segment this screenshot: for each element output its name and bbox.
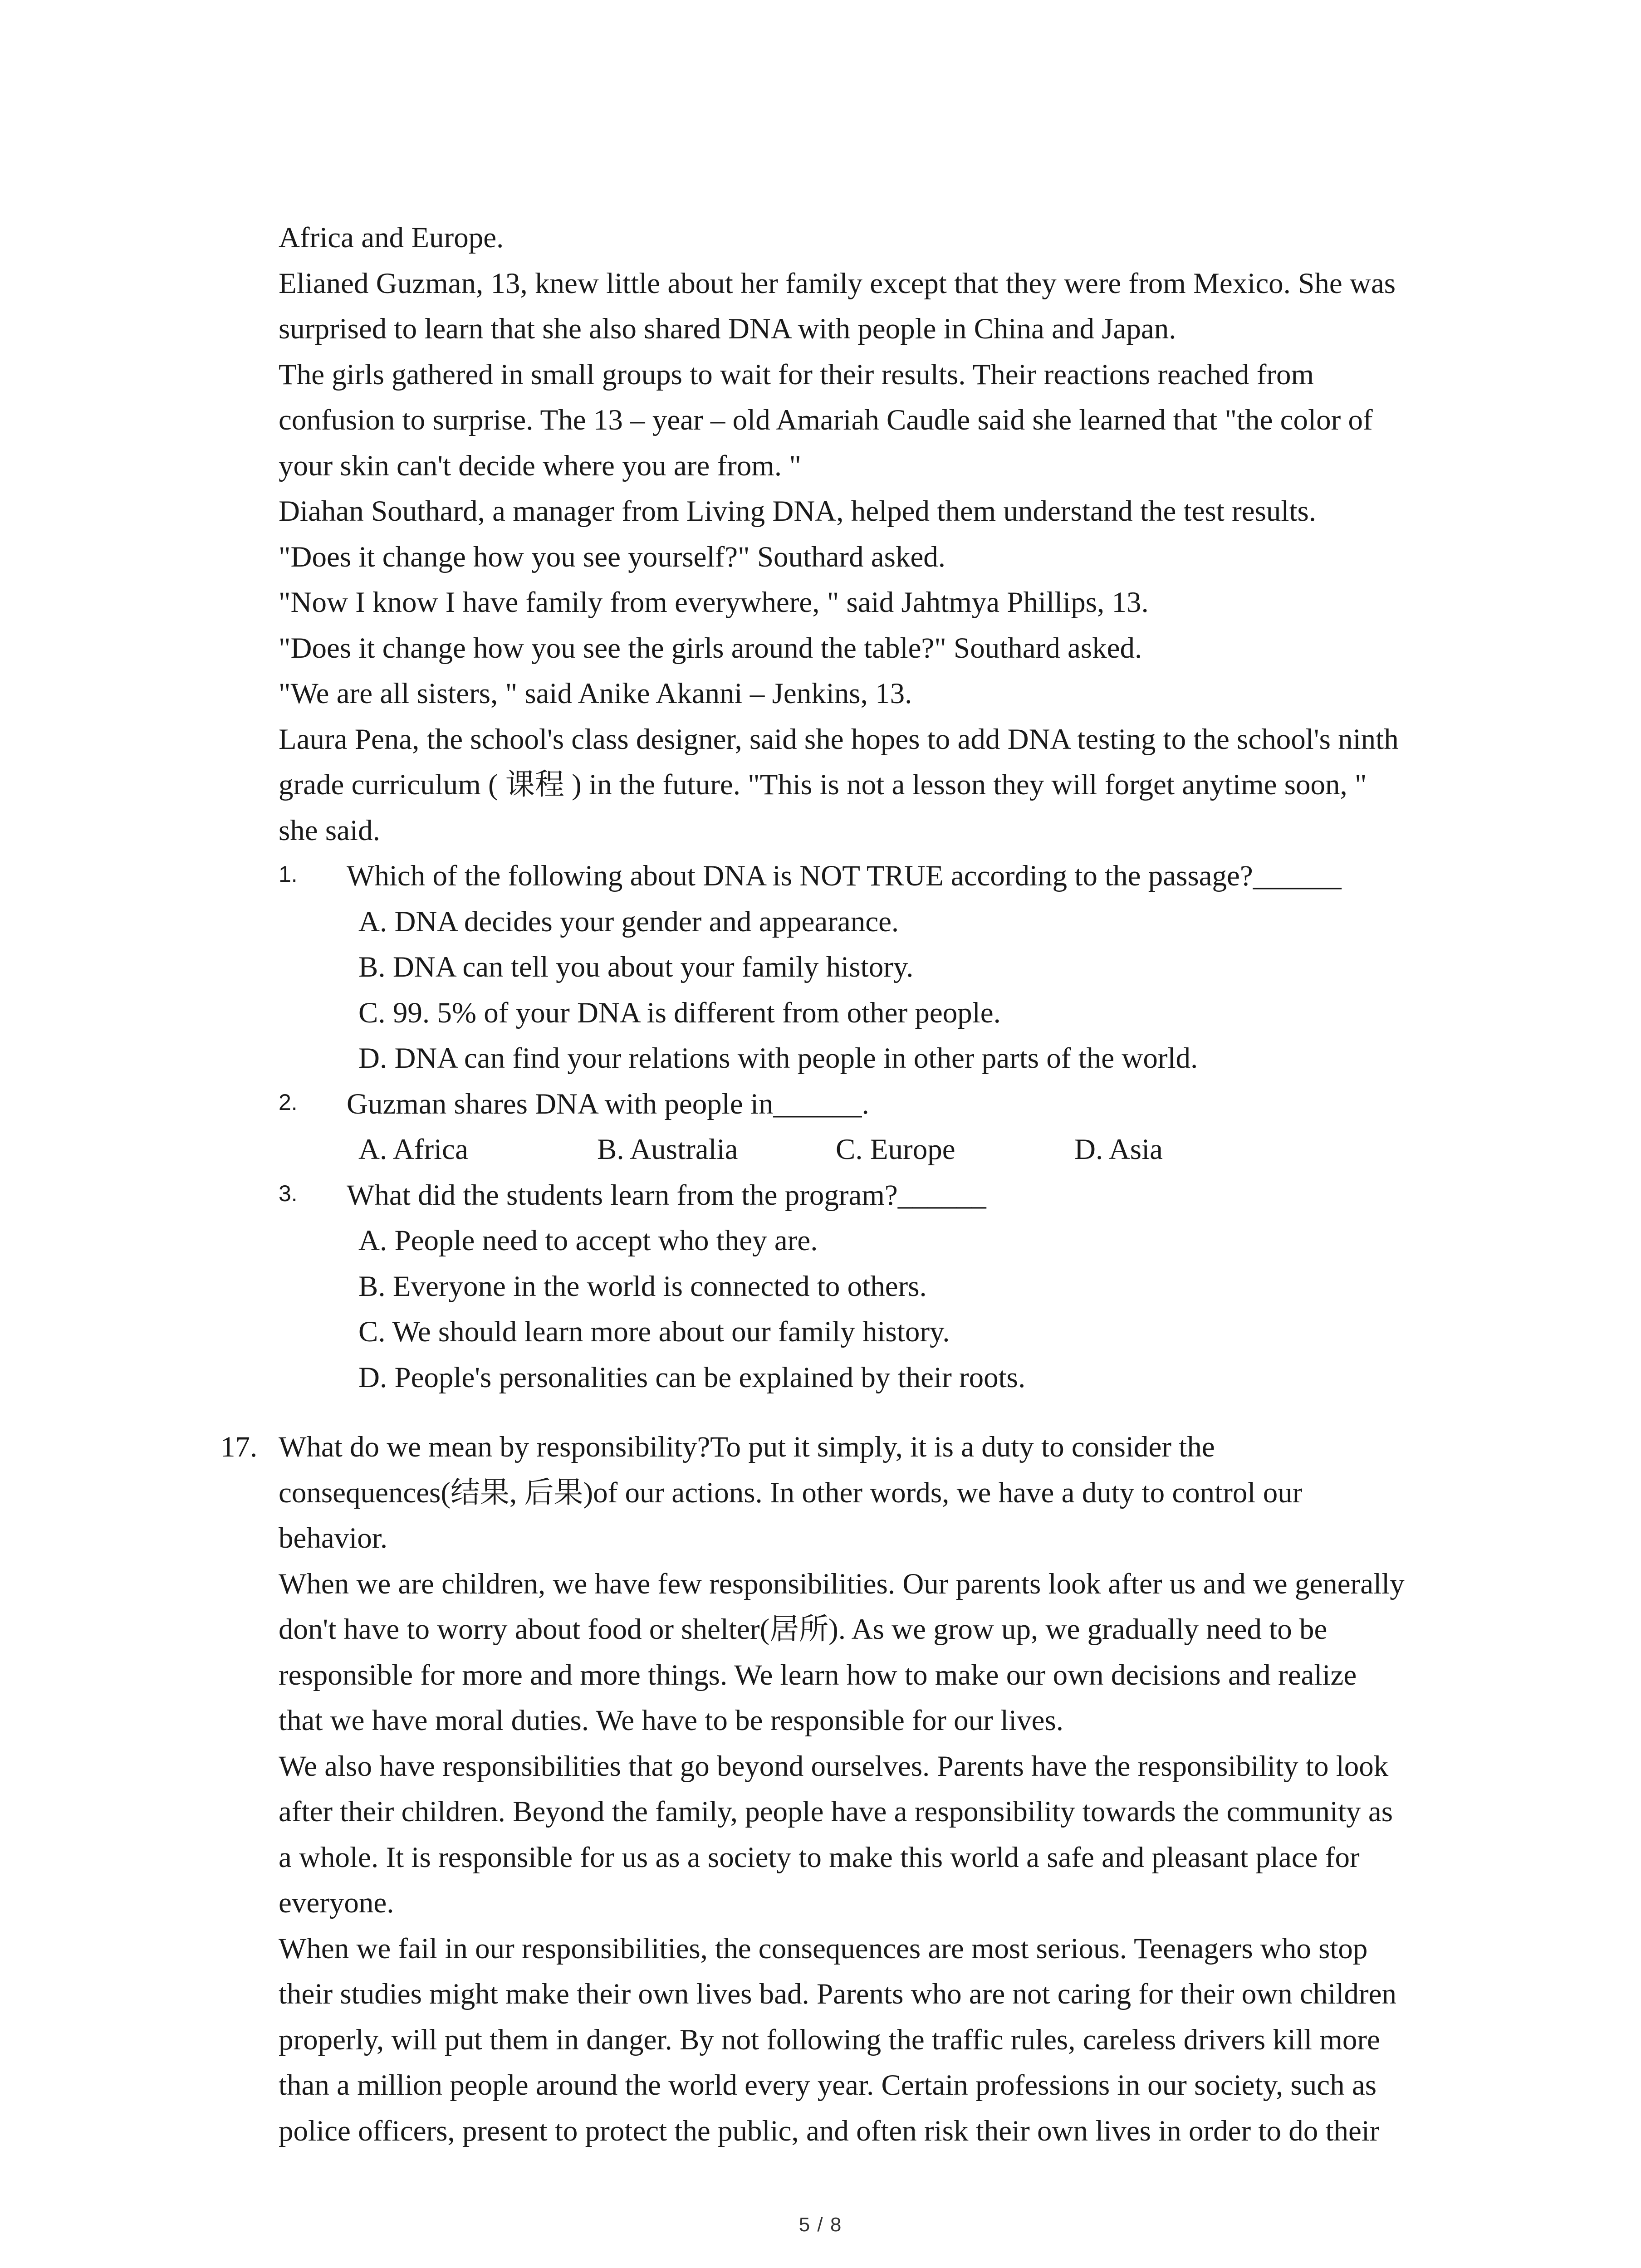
option-a: A. DNA decides your gender and appearance. (358, 905, 899, 938)
page-number: 5 / 8 (798, 2214, 843, 2236)
question-number: 17. (220, 1431, 258, 1463)
passage-line: that we have moral duties. We have to be responsible for our lives. (279, 1704, 1064, 1737)
passage-line: than a million people around the world every year. Certain professions in our society, such as (279, 2069, 1377, 2102)
question-stem: What did the students learn from the program?______ (347, 1178, 986, 1212)
passage-line: The girls gathered in small groups to wait for their results. Their reactions reached from (279, 358, 1314, 391)
options-row (279, 1127, 1458, 1173)
question-number: 2. (279, 1089, 298, 1115)
passage-line: Africa and Europe. (279, 221, 504, 254)
question-stem: Guzman shares DNA with people in______. (347, 1087, 869, 1120)
question-number: 1. (279, 861, 298, 887)
option-b: B. DNA can tell you about your family history. (358, 951, 914, 983)
passage-17 (220, 1424, 1458, 2154)
question-number: 3. (279, 1180, 298, 1206)
passage-line: When we are children, we have few responsibilities. Our parents look after us and we generally (279, 1567, 1405, 1600)
option-b: B. Everyone in the world is connected to others. (358, 1270, 927, 1303)
passage-line: properly, will put them in danger. By not following the traffic rules, careless drivers kill more (279, 2023, 1380, 2056)
option-c: C. 99. 5% of your DNA is different from other people. (358, 996, 1001, 1029)
passage-line: she said. (279, 814, 380, 847)
passage-line: confusion to surprise. The 13 – year – old Amariah Caudle said she learned that "the color of (279, 404, 1373, 436)
passage-line: a whole. It is responsible for us as a society to make this world a safe and pleasant place for (279, 1841, 1360, 1874)
passage-line: surprised to learn that she also shared DNA with people in China and Japan. (279, 313, 1176, 345)
passage-line: Diahan Southard, a manager from Living DNA, helped them understand the test results. (279, 495, 1317, 528)
question-1 (279, 853, 1458, 899)
passage-line: Laura Pena, the school's class designer, said she hopes to add DNA testing to the school's ninth (279, 723, 1399, 756)
passage-line: "Does it change how you see the girls around the table?" Southard asked. (279, 631, 1142, 665)
option-d: D. People's personalities can be explained by their roots. (358, 1361, 1026, 1394)
passage-line: responsible for more and more things. We learn how to make our own decisions and realize (279, 1658, 1357, 1691)
passage-line: "We are all sisters, " said Anike Akanni – Jenkins, 13. (279, 677, 912, 710)
question-stem: Which of the following about DNA is NOT TRUE according to the passage?______ (347, 860, 1342, 892)
passage-line: What do we mean by responsibility?To put it simply, it is a duty to consider the (279, 1431, 1215, 1463)
option-d: D. Asia (1074, 1133, 1163, 1166)
passage-line: We also have responsibilities that go beyond ourselves. Parents have the responsibility to look (279, 1750, 1389, 1783)
passage-line: consequences(结果, 后果)of our actions. In other words, we have a duty to control our (279, 1476, 1303, 1509)
passage-line: Elianed Guzman, 13, knew little about her family except that they were from Mexico. She was (279, 267, 1396, 300)
passage-line: don't have to worry about food or shelter(居所). As we grow up, we gradually need to be (279, 1613, 1327, 1646)
passage-17-first-line (220, 1424, 1458, 1470)
option-c: C. Europe (836, 1133, 955, 1166)
option-d: D. DNA can find your relations with people in other parts of the world. (358, 1042, 1198, 1075)
passage-line: behavior. (279, 1522, 388, 1554)
passage-a (279, 215, 1458, 853)
question-2 (279, 1081, 1458, 1127)
option-b: B. Australia (597, 1133, 738, 1166)
question-3 (279, 1173, 1458, 1218)
passage-line: after their children. Beyond the family, people have a responsibility towards the community as (279, 1795, 1393, 1828)
passage-line: grade curriculum ( 课程 ) in the future. "This is not a lesson they will forget anytime soon, " (279, 768, 1367, 801)
passage-line: police officers, present to protect the public, and often risk their own lives in order to do their (279, 2114, 1380, 2147)
questions-block (279, 853, 1458, 1400)
passage-line: When we fail in our responsibilities, the consequences are most serious. Teenagers who stop (279, 1932, 1368, 1965)
passage-line: "Now I know I have family from everywhere, " said Jahtmya Phillips, 13. (279, 586, 1149, 619)
option-a: A. Africa (358, 1133, 468, 1166)
passage-line: your skin can't decide where you are from. " (279, 449, 801, 482)
passage-line: their studies might make their own lives bad. Parents who are not caring for their own children (279, 1978, 1396, 2010)
passage-line: everyone. (279, 1887, 394, 1919)
passage-line: "Does it change how you see yourself?" Southard asked. (279, 540, 946, 573)
option-c: C. We should learn more about our family history. (358, 1315, 950, 1348)
option-a: A. People need to accept who they are. (358, 1224, 818, 1257)
